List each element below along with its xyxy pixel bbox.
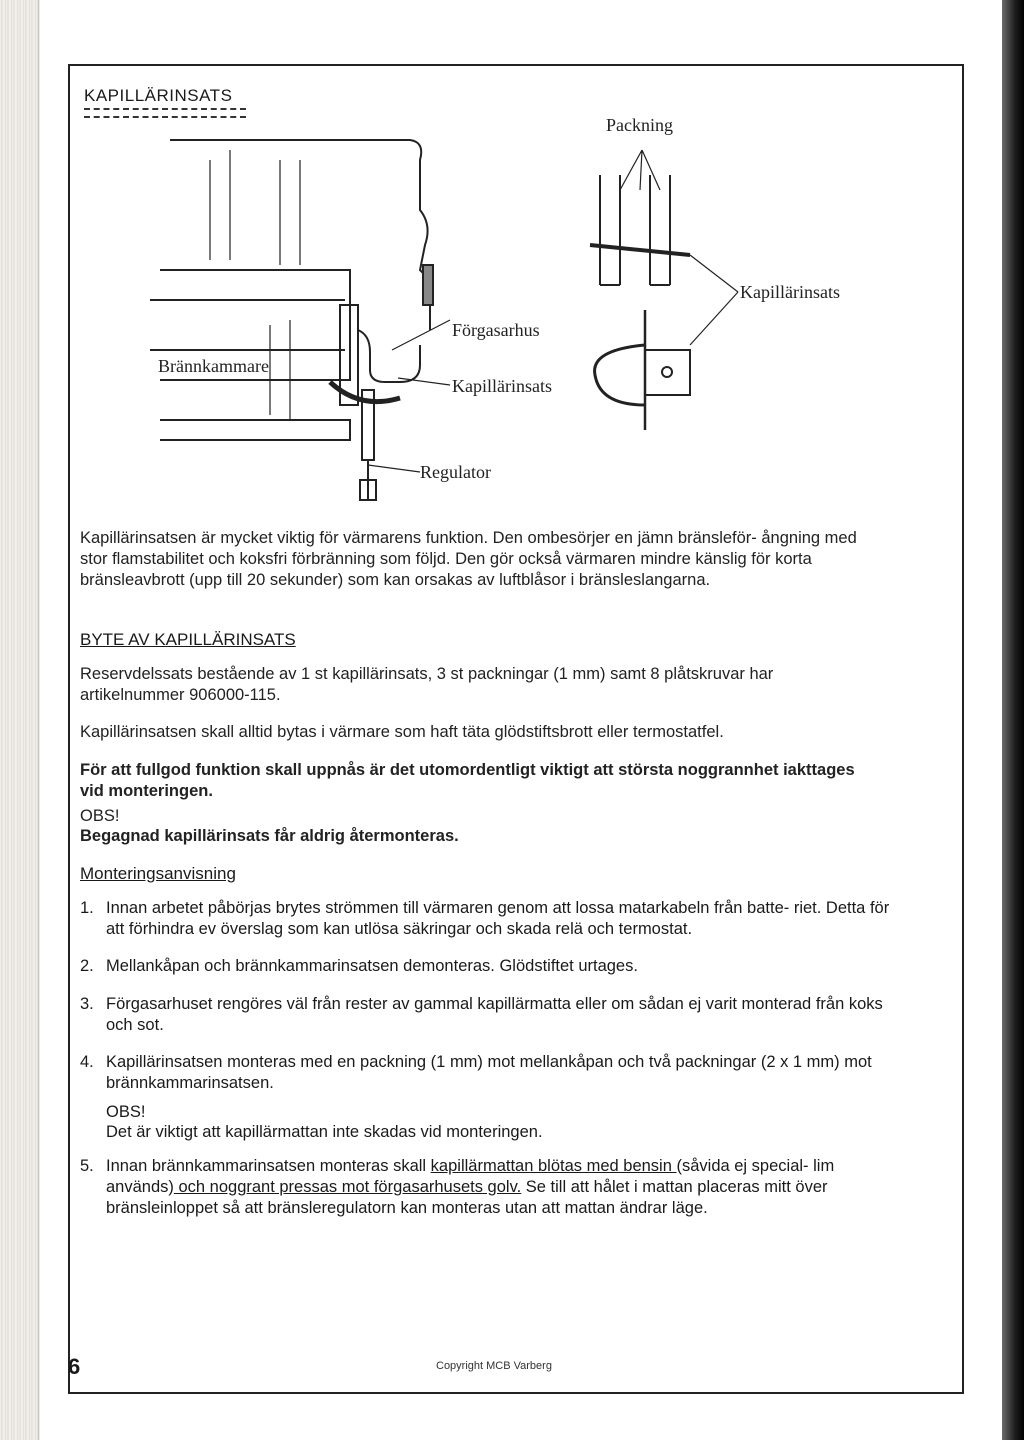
intro-paragraph: Kapillärinsatsen är mycket viktig för värmarens funktion. Den ombesörjer en jämn bränsleför- ångning med stor flamstabilitet och koksfri förbränning som följd. Den gör också värmaren mindre känslig för korta bränsleavbrott (upp till 20 sekunder) som kan orsakas av luftblåsor i bränsleslangarna. (80, 529, 857, 589)
list-text: Kapillärinsatsen monteras med en packning (1 mm) mot mellankåpan och två packningar (2 x 1 mm) mot brännkammarinsatsen. (106, 1053, 872, 1092)
list-obs: OBS! (106, 1103, 146, 1121)
section-paragraph-1: Reservdelssats bestående av 1 st kapillärinsats, 3 st packningar (1 mm) samt 8 plåtskruvar har artikelnummer 906000-115. (80, 665, 774, 704)
list-text (106, 1156, 892, 1219)
label-regulator: Regulator (420, 462, 491, 482)
label-brannkammare: Brännkammare (158, 356, 269, 376)
scan-edge (1002, 0, 1024, 1440)
section-paragraph-2: Kapillärinsatsen skall alltid bytas i värmare som haft täta glödstiftsbrott eller termostatfel. (80, 723, 724, 741)
list-number: 5. (80, 1157, 94, 1175)
page-number: 6 (68, 1354, 81, 1379)
underlined-text: kapillärmattan blötas med bensin (430, 1157, 677, 1175)
list-number: 3. (80, 995, 94, 1013)
list-text: Mellankåpan och brännkammarinsatsen demonteras. Glödstiftet urtages. (106, 957, 638, 975)
list-number: 2. (80, 957, 94, 975)
section-paragraph-3: För att fullgod funktion skall uppnås är det utomordentligt viktigt att största noggrannhet iakttages vid monteringen. (80, 761, 855, 800)
list-text-part: (såvida ej special- lim används) (106, 1157, 835, 1196)
section-heading: BYTE AV KAPILLÄRINSATS (80, 630, 296, 649)
technical-figure (130, 115, 890, 510)
section-obs: OBS! (80, 807, 120, 825)
title-underline (84, 108, 246, 118)
section-paragraph-4: Begagnad kapillärinsats får aldrig återmonteras. (80, 827, 459, 845)
list-note: Det är viktigt att kapillärmattan inte skadas vid monteringen. (106, 1123, 543, 1141)
binder-edge (0, 0, 39, 1440)
label-packning: Packning (606, 115, 673, 135)
list-number: 1. (80, 899, 94, 917)
list-text-part: Innan brännkammarinsatsen monteras skall (106, 1157, 431, 1175)
label-kapillarinsats-center: Kapillärinsats (452, 376, 552, 396)
list-number: 4. (80, 1053, 94, 1071)
label-forgasarhus: Förgasarhus (452, 320, 540, 340)
copyright-text: Copyright MCB Varberg (436, 1360, 552, 1372)
underlined-text: och noggrant pressas mot förgasarhusets golv. (173, 1178, 522, 1196)
list-text: Innan arbetet påbörjas brytes strömmen till värmaren genom att lossa matarkabeln från batte- riet. Detta för att förhindra ev överslag som kan utlösa säkringar och skada relä och termostat. (106, 899, 890, 938)
label-kapillarinsats-right: Kapillärinsats (740, 282, 840, 302)
list-text-part: Se till att hålet i mattan placeras mitt över bränsleinloppet så att bränsleregulatorn kan monteras utan att mattan ändrar läge. (106, 1178, 828, 1217)
instructions-heading: Monteringsanvisning (80, 864, 236, 883)
list-text: Förgasarhuset rengöres väl från rester av gammal kapillärmatta eller om sådan ej varit monterad från koks och sot. (106, 995, 883, 1034)
figure-drawing (130, 120, 890, 510)
page-title: KAPILLÄRINSATS (84, 86, 233, 105)
